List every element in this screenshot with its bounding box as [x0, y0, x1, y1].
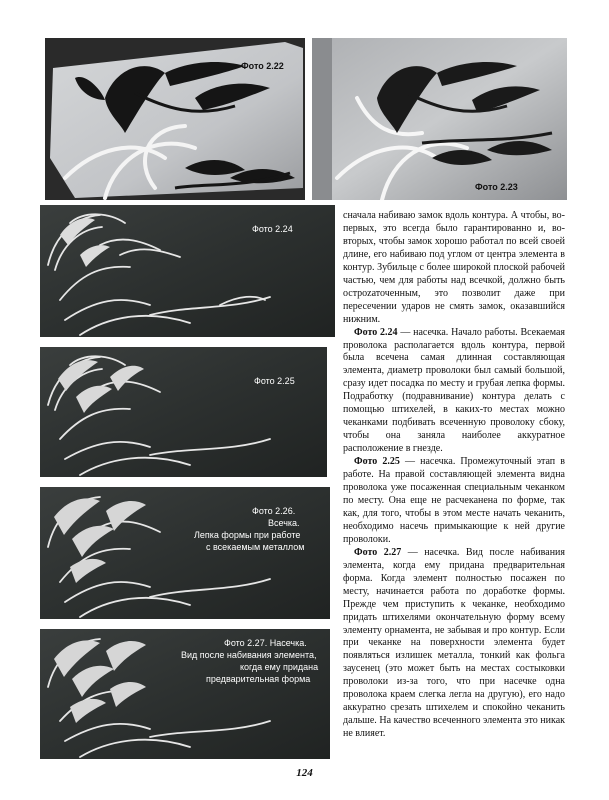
photo-caption-label: Фото 2.26. — [252, 506, 296, 516]
photo-reference: Фото 2.25 — [354, 456, 400, 468]
body-paragraph — [343, 456, 565, 547]
photo-caption-line: Лепка формы при работе — [194, 530, 301, 540]
photo-caption-line: с всекаемым металлом — [206, 542, 305, 552]
body-paragraph — [343, 327, 565, 457]
photo-caption-line: предварительная форма — [206, 674, 311, 684]
paragraph-text: — насечка. Вид после набивания элемента, когда ему придана предварительная форма. Когда элемент полностью посажен по месту, начинается работа по доработке формы. Прежде чем приступить к чеканке, необходимо придать штихелями окончательную форму всему элементу орнамента, не забывая и про контур. Если при чеканке на поверхности элемента будет появляться излишек металла, тонкий как фольга заусенец (это может быть на местах состыковки проволоки из-за того, что при насечке одна проволока краем слегка легла на другую), его надо аккуратно срезать штихелем и спокойно чеканить дальше. На качество всеченного элемента это никак не влияет. — [343, 546, 565, 740]
photo-caption: Фото 2.24 — [252, 224, 293, 234]
photo-reference: Фото 2.24 — [354, 326, 398, 338]
photo-caption-line: Вид после набивания элемента, — [181, 650, 317, 660]
body-text-column — [343, 210, 565, 741]
photo-2-26 — [40, 487, 330, 619]
page-number: 124 — [296, 767, 313, 779]
photo-caption-line: Всечка. — [268, 518, 300, 528]
body-paragraph — [343, 547, 565, 741]
photo-caption-label: Фото 2.27. Насечка. — [224, 638, 307, 648]
photo-2-25 — [40, 347, 327, 477]
photo-caption: Фото 2.22 — [241, 61, 284, 71]
photo-caption-line: когда ему придана — [240, 662, 319, 672]
photo-2-23 — [312, 38, 567, 200]
paragraph-text: — насечка. Начало работы. Всекаемая проволока располагается вдоль контура, первой была всечена самая длинная составляющая элемента, диаметр проволоки был самый большой, сразу идет посадка по месту и грубая лепка формы. Подработку (подравнивание) контура делать с помощью штихелей, в каких-то местах можно чеканками подбивать всеченную проволоку сбоку, чтобы она заняла наиболее аккуратное расположение в гнезде. — [343, 326, 565, 455]
photo-2-24 — [40, 205, 335, 337]
body-paragraph: сначала набиваю замок вдоль контура. А чтобы, во-первых, это всегда было гарантированно и, во-вторых, чтобы замок хорошо работал по всей своей длине, его набиваю под углом от центра элемента в контур. Зубильце с более широкой плоской рабочей частью, чем для работы над всечкой, должно быть остроzаточенным, это позволит даже при пересечении ударов не смять замок, оказавшийся нижним. — [343, 210, 565, 325]
photo-caption: Фото 2.25 — [254, 376, 295, 386]
photo-2-27 — [40, 629, 330, 759]
photo-reference: Фото 2.27 — [354, 546, 402, 558]
paragraph-text: — насечка. Промежуточный этап в работе. На правой составляющей элемента видна проволока уже посаженная специальным чеканком по месту. Она еще не расчеканена по форме, так как, для того, чтобы в этом месте начать чеканить, необходимо насечь примыкающие к ней другие проволоки. — [343, 456, 565, 545]
photo-2-22 — [45, 38, 305, 200]
photo-caption: Фото 2.23 — [475, 182, 518, 192]
